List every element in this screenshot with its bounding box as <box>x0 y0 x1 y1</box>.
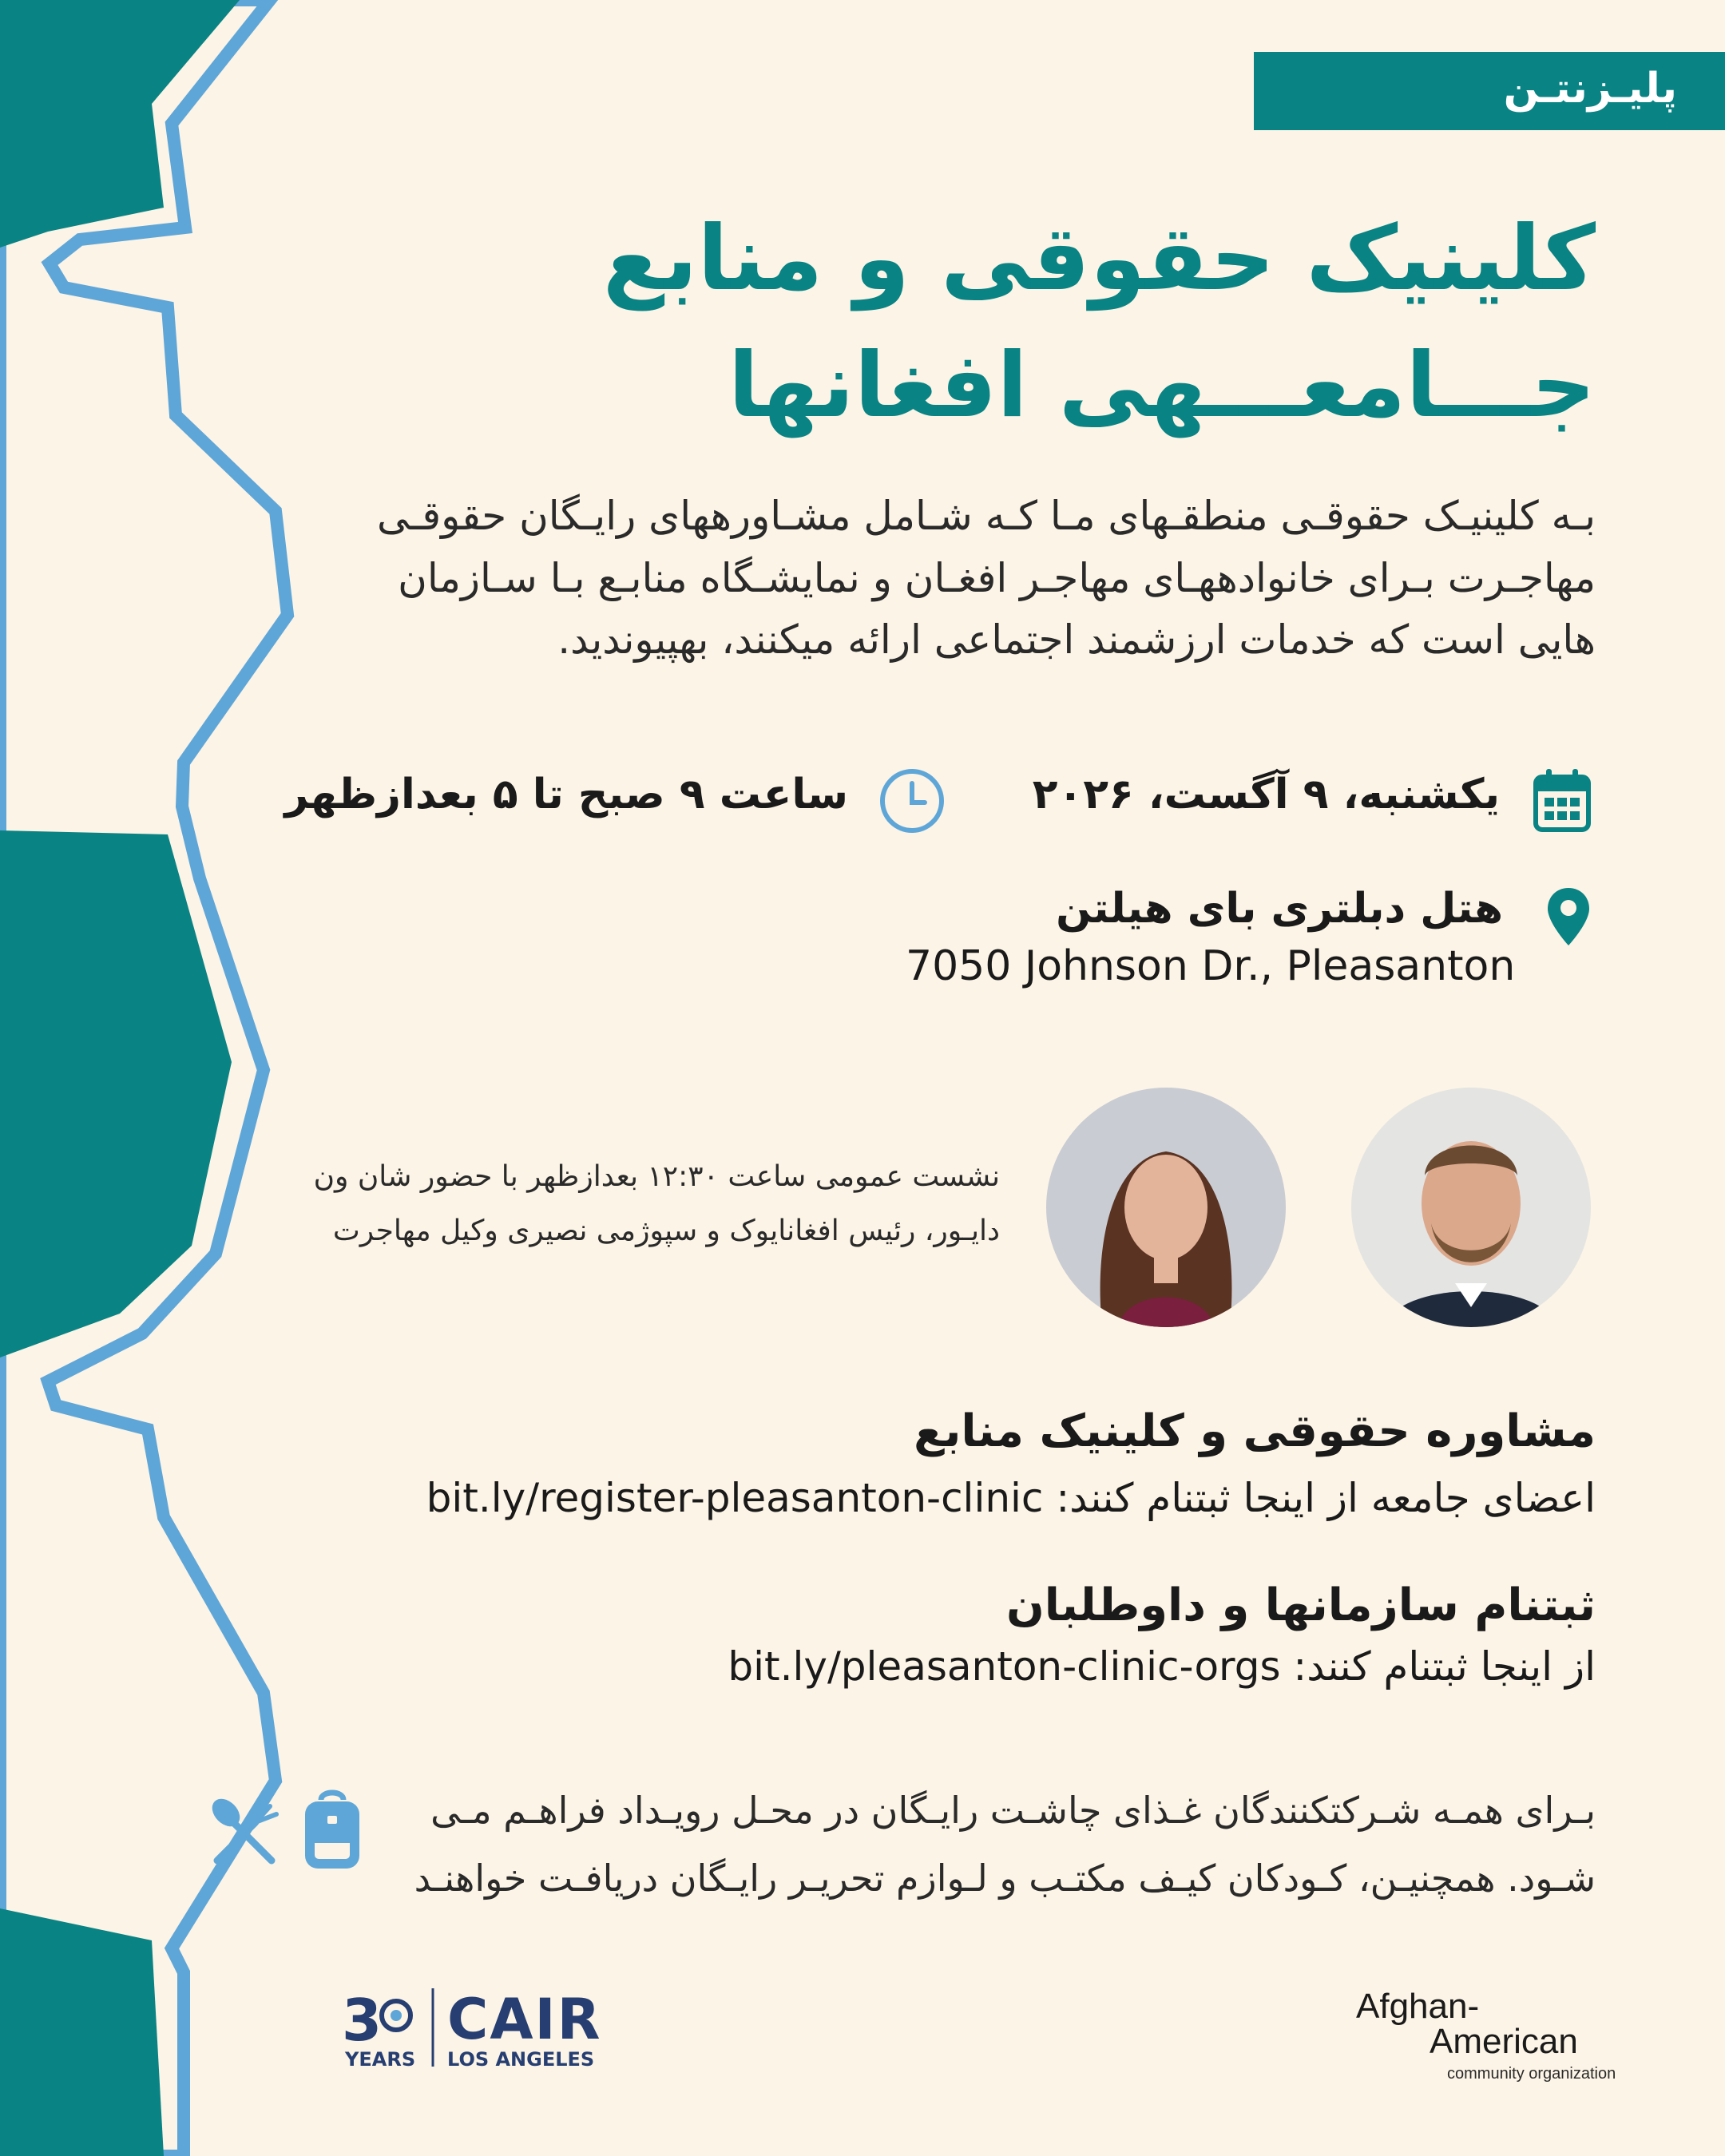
description-line-2: مهاجـرت بـرای خانوادههـای مهاجـر افغـان و نمایشـگاه منابـع بـا سـازمان <box>398 554 1596 601</box>
meal-line-2: شـود. همچنیـن، کـودکان کیـف مکتـب و لـوازم تحریـر رایـگان دریافـت خواهنـد <box>414 1857 1596 1900</box>
orgs-registration <box>728 1643 1596 1690</box>
cair-location-label: LOS ANGELES <box>447 2048 595 2071</box>
session-info <box>314 1150 1000 1259</box>
clock-icon <box>878 767 946 834</box>
speaker-photo-woman <box>1046 1088 1286 1327</box>
orgs-text: از اینجا ثبتنام کنند: <box>1293 1643 1596 1690</box>
city-banner <box>1254 52 1725 130</box>
community-heading: مشاوره حقوقی و کلینیک منابع <box>914 1405 1596 1457</box>
speaker-photo-man <box>1351 1088 1591 1327</box>
community-registration <box>426 1475 1596 1521</box>
session-line-2: دایـور، رئیس افغانایوک و سپوژمی نصیری وکیل مهاجرت <box>332 1215 1000 1248</box>
page-title <box>398 196 1596 450</box>
city-label: پلیـزنتـن <box>1503 65 1677 113</box>
event-time: ساعت ۹ صبح تا ۵ بعدازظهر <box>284 771 848 818</box>
cair-years-label: YEARS <box>345 2048 416 2071</box>
meal-info <box>222 1777 1596 1912</box>
event-date: یکشنبه، ۹ آگست، ۲۰۲۶ <box>1032 771 1500 818</box>
aa-logo-line-2: American <box>1430 2022 1578 2061</box>
cair-30-mark: 3 <box>342 1987 383 2054</box>
orgs-link[interactable]: bit.ly/pleasanton-clinic-orgs <box>728 1643 1281 1690</box>
venue-address: 7050 Johnson Dr., Pleasanton <box>906 942 1516 990</box>
description-line-3: هایی است که خدمات ارزشمند اجتماعی ارائه میکنند، بهپیوندید. <box>557 616 1596 663</box>
cair-wordmark: CAIR <box>447 1987 602 2052</box>
description-line-1: بـه کلینیـک حقوقـی منطقـهای مـا کـه شـامل مشـاورههای رایـگان حقوقـی <box>376 493 1596 539</box>
venue-name: هتل دبلتری بای هیلتن <box>1056 885 1503 933</box>
calendar-icon <box>1533 769 1591 833</box>
orgs-heading: ثبتنام سازمانها و داوطلبان <box>1005 1579 1596 1631</box>
aa-logo-line-3: community organization <box>1447 2065 1616 2083</box>
location-pin-icon <box>1546 886 1591 947</box>
description <box>198 485 1596 672</box>
community-link[interactable]: bit.ly/register-pleasanton-clinic <box>426 1475 1044 1521</box>
title-line-1: کلینیک حقوقی و منابع <box>602 207 1596 311</box>
meal-line-1: بـرای همـه شـرکتکنندگان غـذای چاشـت رایـگان در محـل رویـداد فراهـم مـی <box>430 1789 1596 1832</box>
community-text: اعضای جامعه از اینجا ثبتنام کنند: <box>1056 1475 1596 1521</box>
session-line-1: نشست عمومی ساعت ۱۲:۳۰ بعدازظهر با حضور شان ون <box>313 1160 1000 1193</box>
aa-logo-line-1: Afghan- <box>1356 1987 1480 2026</box>
title-line-2: جـــامعـــهی افغانها <box>728 334 1596 438</box>
